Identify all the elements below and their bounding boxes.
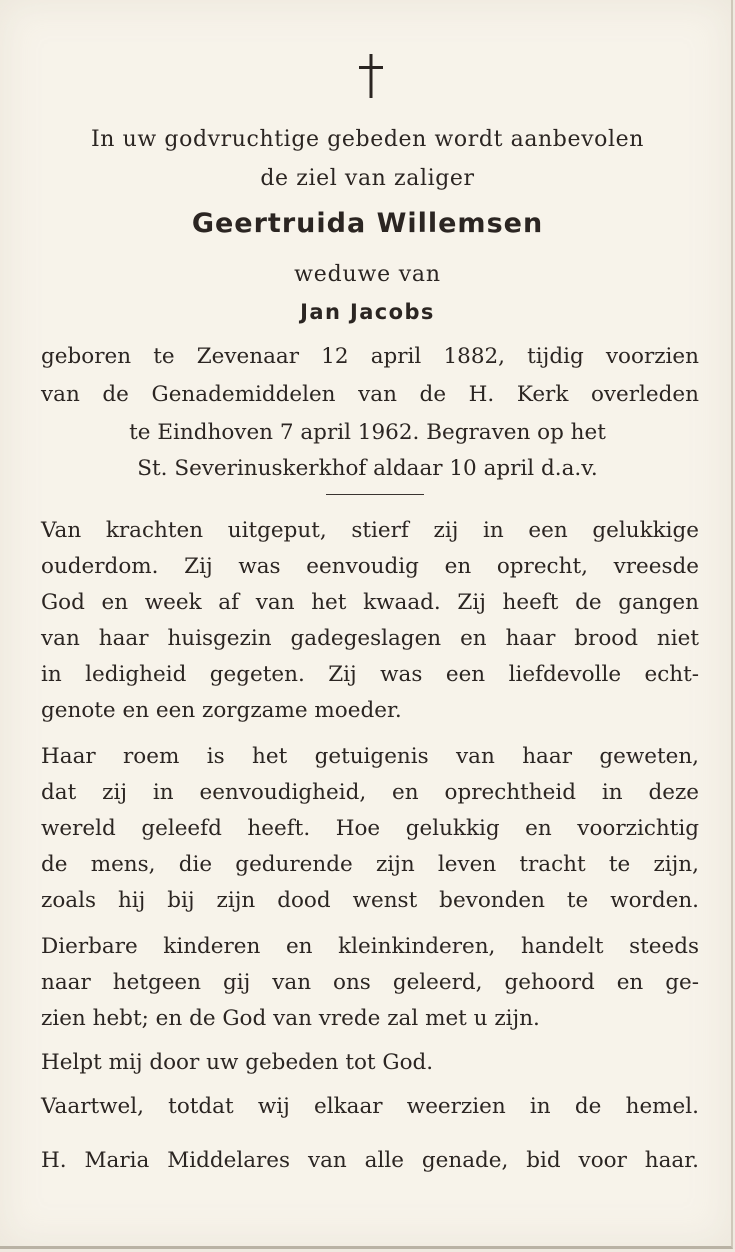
biography-line: St. Severinuskerkhof aldaar 10 april d.a.v. (137, 456, 598, 481)
paragraph-3-line: Dierbare kinderen en kleinkinderen, handelt steeds (41, 934, 699, 959)
paragraph-3-line: naar hetgeen gij van ons geleerd, gehoord en ge- (41, 970, 699, 995)
paragraph-2-line: de mens, die gedurende zijn leven tracht te zijn, (41, 852, 699, 877)
prayer-line: Helpt mij door uw gebeden tot God. (41, 1050, 434, 1075)
paragraph-1-line: ouderdom. Zij was eenvoudig en oprecht, vreesde (41, 554, 699, 579)
intro-line-2: de ziel van zaliger (260, 166, 475, 191)
spouse-name: Jan Jacobs (300, 300, 435, 324)
biography-line: te Eindhoven 7 april 1962. Begraven op het (129, 420, 606, 445)
paragraph-1-line: genote en een zorgzame moeder. (41, 698, 402, 723)
paragraph-3-line: zien hebt; en de God van vrede zal met u zijn. (41, 1006, 540, 1031)
biography-line: van de Genademiddelen van de H. Kerk overleden (41, 382, 699, 407)
intro-line-1: In uw godvruchtige gebeden wordt aanbevolen (90, 127, 644, 152)
paragraph-2-line: wereld geleefd heeft. Hoe gelukkig en voorzichtig (41, 816, 699, 841)
prayer-line: Vaartwel, totdat wij elkaar weerzien in de hemel. (41, 1094, 699, 1119)
paragraph-1-line: in ledigheid gegeten. Zij was een liefdevolle echt- (41, 662, 699, 687)
paragraph-1-line: van haar huisgezin gadegeslagen en haar brood niet (41, 626, 699, 651)
deceased-name: Geertruida Willemsen (191, 208, 544, 239)
relation-text: weduwe van (294, 262, 441, 287)
prayer-line: H. Maria Middelares van alle genade, bid voor haar. (41, 1148, 699, 1173)
paragraph-2-line: zoals hij bij zijn dood wenst bevonden te worden. (41, 888, 699, 913)
paragraph-2-line: dat zij in eenvoudigheid, en oprechtheid in deze (41, 780, 699, 805)
divider (326, 494, 424, 495)
paragraph-2-line: Haar roem is het getuigenis van haar geweten, (41, 744, 699, 769)
cross-icon (351, 52, 391, 100)
paragraph-1-line: God en week af van het kwaad. Zij heeft de gangen (41, 590, 699, 615)
paragraph-1-line: Van krachten uitgeput, stierf zij in een gelukkige (41, 518, 699, 543)
biography-line: geboren te Zevenaar 12 april 1882, tijdig voorzien (41, 344, 699, 369)
